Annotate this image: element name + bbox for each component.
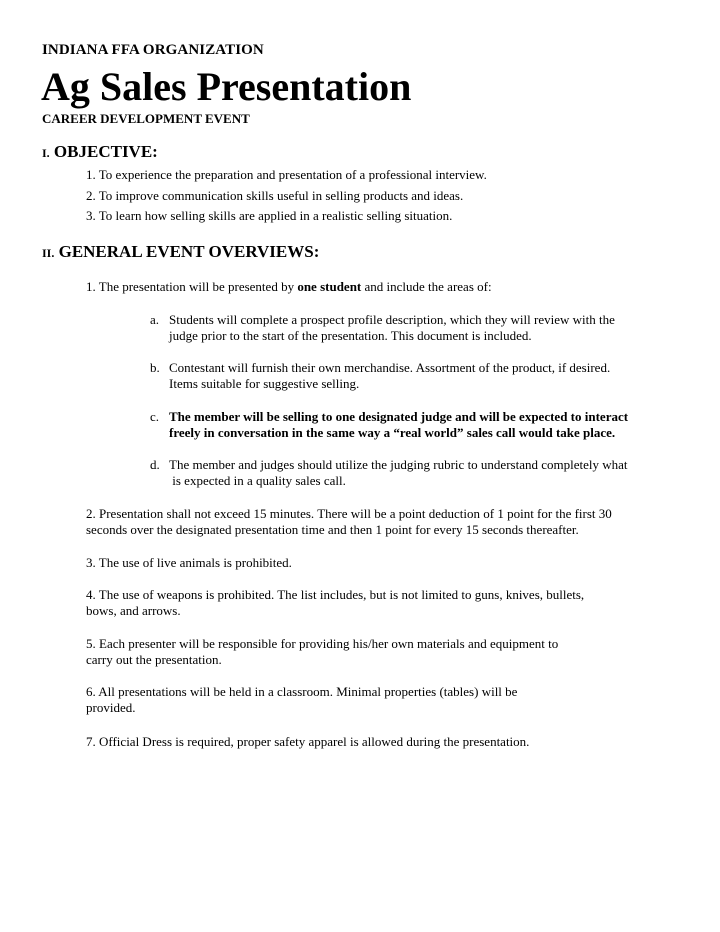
page-subtitle: CAREER DEVELOPMENT EVENT — [42, 111, 250, 126]
subitem-line: The member and judges should utilize the judging rubric to understand completely what — [169, 457, 628, 472]
overview-item: 2. Presentation shall not exceed 15 minutes. There will be a point deduction of 1 point for the first 30 — [86, 506, 612, 521]
subitem-line: Students will complete a prospect profile description, which they will review with the — [169, 312, 615, 327]
objective-item: 1. To experience the preparation and presentation of a professional interview. — [86, 167, 487, 182]
list-marker: b. — [150, 360, 160, 375]
overview-item: bows, and arrows. — [86, 603, 181, 618]
overview-item: 6. All presentations will be held in a classroom. Minimal properties (tables) will be — [86, 684, 518, 699]
overviews-heading — [42, 242, 319, 262]
list-marker: c. — [150, 409, 160, 424]
list-marker: a. — [150, 312, 160, 327]
item-text: and include the areas of: — [361, 279, 492, 294]
section-title: OBJECTIVE: — [53, 142, 158, 161]
page-title: Ag Sales Presentation — [41, 64, 412, 109]
overview-item: 3. The use of live animals is prohibited. — [86, 555, 292, 570]
item-emphasis: one student — [297, 279, 362, 294]
subitem-line: Contestant will furnish their own merchandise. Assortment of the product, if desired. — [169, 360, 611, 375]
overview-item: 5. Each presenter will be responsible for providing his/her own materials and equipment to — [86, 636, 559, 651]
subitem-line: The member will be selling to one designated judge and will be expected to interact — [169, 409, 629, 424]
section-numeral: I. — [42, 146, 50, 160]
subitem-line: judge prior to the start of the presentation. This document is included. — [169, 328, 532, 343]
overview-item-1 — [86, 279, 492, 295]
subitem-line: Items suitable for suggestive selling. — [169, 376, 360, 391]
subitem-line: is expected in a quality sales call. — [169, 473, 346, 488]
subitem-line: freely in conversation in the same way a “real world” sales call would take place. — [169, 425, 616, 440]
overview-item: 7. Official Dress is required, proper safety apparel is allowed during the presentation. — [86, 734, 530, 749]
overview-item: carry out the presentation. — [86, 652, 222, 667]
overview-item: seconds over the designated presentation time and then 1 point for every 15 seconds thereafter. — [86, 522, 579, 537]
objective-heading — [42, 142, 158, 162]
section-title: GENERAL EVENT OVERVIEWS: — [58, 242, 320, 261]
overview-item: 4. The use of weapons is prohibited. The list includes, but is not limited to guns, knives, bullets, — [86, 587, 585, 602]
objective-item: 3. To learn how selling skills are applied in a realistic selling situation. — [86, 208, 453, 223]
list-marker: d. — [150, 457, 160, 472]
item-text: 1. The presentation will be presented by — [86, 279, 298, 294]
objective-item: 2. To improve communication skills useful in selling products and ideas. — [86, 188, 464, 203]
section-numeral: II. — [42, 246, 55, 260]
organization-name: INDIANA FFA ORGANIZATION — [42, 42, 264, 58]
overview-item: provided. — [86, 700, 136, 715]
